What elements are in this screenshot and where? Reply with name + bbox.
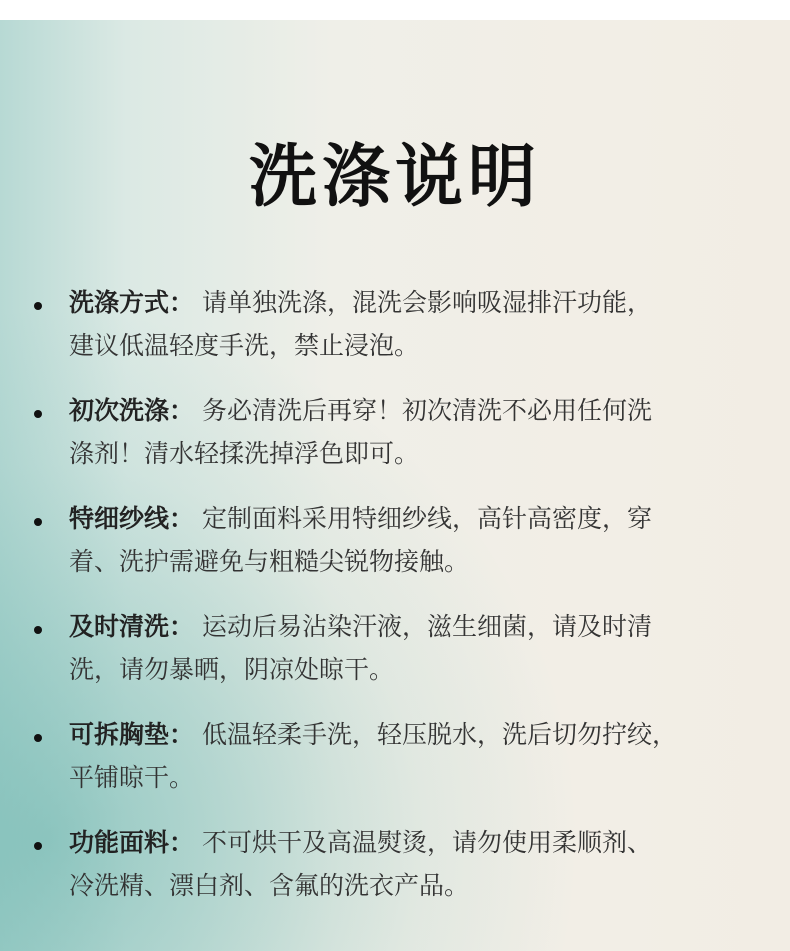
instruction-line (69, 290, 652, 315)
instruction-label: 可拆胸垫 (69, 720, 170, 749)
instruction-label: 特细纱线 (69, 504, 170, 533)
instruction-text: 低温轻柔手洗，轻压脱水，洗后切勿拧绞， (201, 720, 677, 749)
bullet-icon (34, 518, 42, 526)
instruction-text: 运动后易沾染汗液，滋生细菌，请及时清 (201, 612, 652, 641)
care-instruction-item (0, 606, 790, 714)
instruction-label: 初次洗涤 (69, 396, 170, 425)
instruction-line (69, 830, 652, 855)
care-instruction-item (0, 822, 790, 930)
instruction-continuation: 洗，请勿暴晒，阴凉处晾干。 (69, 655, 395, 684)
care-instruction-item (0, 390, 790, 498)
instruction-colon: ： (169, 396, 195, 425)
instruction-text: 务必清洗后再穿！初次清洗不必用任何洗 (201, 396, 652, 425)
bullet-icon (34, 842, 42, 850)
instruction-continuation: 涤剂！清水轻揉洗掉浮色即可。 (69, 439, 420, 468)
instruction-text: 不可烘干及高温熨烫，请勿使用柔顺剂、 (201, 828, 652, 857)
bullet-icon (34, 626, 42, 634)
instruction-label: 洗涤方式 (69, 288, 170, 317)
instruction-continuation: 建议低温轻度手洗，禁止浸泡。 (69, 331, 420, 360)
instruction-colon: ： (169, 612, 195, 641)
instruction-line (69, 506, 652, 531)
bullet-icon (34, 734, 42, 742)
care-instruction-item (0, 282, 790, 390)
instruction-line (69, 398, 652, 423)
bullet-icon (34, 410, 42, 418)
page-title: 洗涤说明 (248, 138, 541, 217)
instruction-line (69, 614, 652, 639)
care-instruction-item (0, 498, 790, 606)
instruction-panel (0, 20, 790, 951)
instruction-line (69, 722, 677, 747)
instruction-colon: ： (169, 288, 195, 317)
instruction-label: 功能面料 (69, 828, 170, 857)
instruction-text: 请单独洗涤，混洗会影响吸湿排汗功能， (201, 288, 652, 317)
instruction-colon: ： (169, 828, 195, 857)
instruction-colon: ： (169, 720, 195, 749)
instruction-continuation: 冷洗精、漂白剂、含氟的洗衣产品。 (69, 871, 470, 900)
instruction-text: 定制面料采用特细纱线，高针高密度，穿 (201, 504, 652, 533)
care-instruction-list (0, 282, 790, 930)
instruction-colon: ： (169, 504, 195, 533)
instruction-continuation: 着、洗护需避免与粗糙尖锐物接触。 (69, 547, 470, 576)
bullet-icon (34, 302, 42, 310)
care-instruction-item (0, 714, 790, 822)
instruction-label: 及时清洗 (69, 612, 170, 641)
instruction-continuation: 平铺晾干。 (69, 763, 195, 792)
